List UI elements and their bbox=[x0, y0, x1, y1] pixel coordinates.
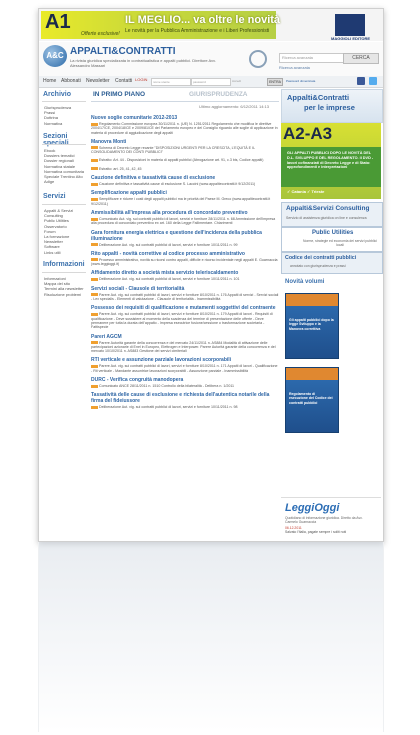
news-body-text[interactable]: Deliberazione Aut. vig. sui contratti pubblici di lavori, servizi e forniture 10/11/2011 n. 98 bbox=[99, 405, 238, 410]
news-title[interactable]: RTI verticale e assunzione parziale lavorazioni scorporabili bbox=[91, 357, 232, 364]
sidebar-speciali-links bbox=[44, 148, 89, 184]
news-title[interactable]: Servizi sociali - Clausole di territorialità bbox=[91, 285, 185, 292]
news-body bbox=[91, 384, 279, 388]
banner-code: A1 bbox=[45, 11, 71, 33]
sidebar-item[interactable]: Dossiers tematici bbox=[44, 153, 75, 159]
pdf-tag-icon[interactable] bbox=[91, 123, 98, 126]
sidebar-item[interactable]: Speciale Trentino Alto Adige bbox=[44, 174, 83, 185]
pdf-tag-icon[interactable] bbox=[91, 313, 98, 316]
page-reflection bbox=[38, 542, 384, 732]
news-body bbox=[91, 312, 279, 329]
advanced-search-link[interactable]: Ricerca avanzata bbox=[279, 65, 310, 70]
sidebar-item[interactable]: Appalti & Servizi Consulting bbox=[44, 208, 74, 219]
banner-sub: Le novità per la Pubblica Amministrazione e i Liberi Professionisti bbox=[125, 28, 270, 34]
twitter-icon[interactable] bbox=[369, 77, 377, 85]
divider bbox=[42, 101, 86, 102]
news-body bbox=[91, 158, 279, 162]
news-title[interactable]: Tassatività delle cause di esclusione e richiesta dell'autentica notarile della firma del fideiussore bbox=[91, 392, 270, 405]
nav-home[interactable]: Home bbox=[43, 78, 57, 84]
news-body-text[interactable]: Deliberazione Aut. vig. sui contratti pubblici di lavori, servizi e forniture 10/11/2011 n. 99 bbox=[99, 242, 238, 247]
news-body bbox=[91, 405, 279, 409]
pdf-tag-icon[interactable] bbox=[91, 258, 98, 261]
news-body-text[interactable]: Processo amministrativo, novità su ricorsi contro appalti, difficile e ricorso incidentale negli appalti E. Guarnaccia (www.leggioggi.it) bbox=[91, 257, 278, 267]
news-title[interactable]: Manovra Monti bbox=[91, 138, 127, 145]
page-frame bbox=[38, 8, 384, 542]
news-title[interactable]: Cauzione definitiva e tassatività cause di esclusione bbox=[91, 175, 216, 182]
news-body-text[interactable]: Schema di Decreto Legge recante "DISPOSIZIONI URGENTI PER LA CRESCITA, L'EQUITÀ E IL CONSOLIDAMENTO DEI CONTI PUBBLICI" bbox=[91, 145, 255, 155]
news-body bbox=[91, 277, 279, 281]
sidebar-item[interactable]: Software bbox=[44, 244, 60, 250]
maggioli-logo[interactable] bbox=[335, 14, 365, 36]
ad-text: GLI APPALTI PUBBLICI DOPO LE NOVITÀ DEL D.L. SVILUPPO E DEL REGOLAMENTO. Il DVD - lavori cofinanziati di Decreto Legge e di Stato: approfondimenti e interpretazioni bbox=[287, 151, 374, 170]
sidebar-item[interactable]: Ebook bbox=[44, 148, 56, 153]
news-title[interactable]: Pareri AGCM bbox=[91, 333, 122, 340]
sidebar-item[interactable]: Forum bbox=[44, 228, 56, 234]
left-sidebar bbox=[39, 89, 89, 541]
news-body-text[interactable]: Deliberazione Aut. vig. sui contratti pubblici di lavori, servizi e forniture 10/11/2011 n. 101 bbox=[99, 277, 240, 282]
password-lost-link[interactable]: Password dimenticata bbox=[286, 79, 316, 83]
pdf-tag-icon[interactable] bbox=[91, 183, 98, 186]
ac-imprese-box[interactable] bbox=[281, 89, 383, 123]
news-body bbox=[91, 197, 279, 206]
sidebar-item[interactable]: Dottrina bbox=[44, 115, 59, 121]
sidebar-item[interactable]: Links utili bbox=[44, 249, 61, 255]
news-body-text[interactable]: Parere Autorità garante della concorrenza e del mercato 24/11/2011 n. AS884 Modalità di attivazione delle partecipazioni azionarie di Enel in Europeo, Elettrogen e Interpower. Parere Autorità garante della concorrenza e del mercato 10/10/2011 n. AS883 Gestione dei servizi cimiteriali bbox=[91, 340, 276, 354]
banner-ad[interactable] bbox=[41, 11, 281, 39]
news-body bbox=[91, 182, 279, 186]
sidebar-heading-servizi: Servizi bbox=[43, 193, 66, 200]
news-title[interactable]: DURC - Verifica congruità manodopera bbox=[91, 377, 184, 384]
leggioggi-sub: Quotidiano di informazione giuridica. Diretto da Avv. Carmelo Guarnaccia bbox=[285, 516, 363, 524]
public-utilities-box[interactable] bbox=[281, 227, 383, 252]
servizi-consulting-box[interactable] bbox=[281, 202, 383, 227]
remember-checkbox[interactable]: Accedi bbox=[232, 79, 242, 83]
leggioggi-date: 06.12.2011 bbox=[285, 526, 302, 530]
public-sub: Norme, strategie ed economia dei servizi pubblici locali bbox=[303, 239, 377, 247]
pdf-tag-icon[interactable] bbox=[91, 243, 98, 246]
sidebar-heading-archivio: Archivio bbox=[43, 91, 72, 98]
sidebar-item[interactable]: Osservatorio bbox=[44, 223, 67, 229]
ad-code: A2-A3 bbox=[283, 124, 333, 143]
pdf-tag-icon[interactable] bbox=[91, 167, 98, 170]
divider bbox=[42, 272, 86, 273]
codice-contratti-box[interactable] bbox=[281, 252, 383, 274]
leggioggi-box bbox=[281, 497, 381, 542]
ad-cities: ✓ Catania ✓ Trieste bbox=[287, 189, 325, 194]
pdf-tag-icon[interactable] bbox=[91, 159, 98, 162]
book-title: Gli appalti pubblici dopo la legge Sviluppo e la Manovra correttiva bbox=[289, 318, 334, 331]
pdf-tag-icon[interactable] bbox=[91, 146, 98, 149]
sidebar-item[interactable]: La formazione bbox=[44, 234, 70, 240]
news-title[interactable]: Affidamento diretto a società mista servizio teleriscaldamento bbox=[91, 270, 239, 277]
last-update: Ultimo aggiornamento: 6/12/2011 14:13 bbox=[199, 104, 269, 109]
news-body-text[interactable]: Semplificare e ridurre i costi degli appalti pubblici ma le priorità del Paese M. Greco (www.appaltiecontratti.it 9/12/2011) bbox=[91, 197, 271, 206]
login-button[interactable]: ENTRA bbox=[267, 78, 283, 86]
book-cover[interactable] bbox=[285, 293, 339, 359]
news-list bbox=[91, 115, 279, 414]
main-nav bbox=[39, 76, 383, 88]
leggioggi-logo[interactable]: LeggiOggi bbox=[285, 502, 340, 514]
pdf-tag-icon[interactable] bbox=[91, 365, 98, 368]
sidebar-item[interactable]: Dossier regionali bbox=[44, 158, 74, 164]
book-cover[interactable] bbox=[285, 367, 339, 433]
ac-box-subtitle: per le imprese bbox=[304, 103, 355, 112]
sidebar-item[interactable]: Giurisprudenza bbox=[44, 105, 72, 110]
sidebar-item[interactable]: Mappa del sito bbox=[44, 281, 71, 287]
news-title[interactable]: Nuove soglie comunitarie 2012-2013 bbox=[91, 115, 178, 121]
codice-sub: annotato con giurisprudenza e prassi bbox=[290, 264, 346, 268]
book-band bbox=[286, 294, 338, 306]
tab-giurisprudenza[interactable]: GIURISPRUDENZA bbox=[189, 91, 248, 98]
pdf-tag-icon[interactable] bbox=[91, 406, 98, 409]
pdf-tag-icon[interactable] bbox=[91, 278, 98, 281]
news-body-text[interactable]: Parere Aut. vig. sui contratti pubblici di lavori, servizi e forniture 8/10/2011 n. 179 Appalti di lavori - Requisiti di qualificazione - Deve sussistere al momento della scadenza del termine di presentazione delle offerte - Deve permanere per tutta la durata dell'appalto - Impresa esecutrice fusione/cessione o trasformazione societaria - Fattispecie bbox=[91, 312, 273, 330]
login-label: LOGIN bbox=[135, 77, 148, 82]
news-title[interactable]: Gara fornitura energia elettrica e questione dell'incidenza della pubblica illuminazione bbox=[91, 229, 262, 242]
book-title: Regolamento di esecuzione del Codice dei contratti pubblici bbox=[289, 392, 333, 405]
site-header bbox=[39, 42, 383, 77]
news-body bbox=[91, 293, 279, 302]
sidebar-item[interactable]: Normativa comunitaria bbox=[44, 168, 85, 174]
book-band bbox=[286, 368, 338, 380]
news-body-text[interactable]: Cauzione definitiva e tassatività cause di esclusione S. Laccini (www.appaltiecontratti.it 9/12/2011) bbox=[99, 182, 256, 187]
servizi-sub: Servizio di assistenza giuridica on line e consulenza bbox=[286, 216, 367, 220]
sidebar-item[interactable]: Normativa bbox=[44, 120, 63, 126]
leggioggi-item[interactable]: Salvato l'Italia, pagate sempre i soliti noti bbox=[285, 530, 347, 534]
sidebar-item[interactable]: Newsletter bbox=[44, 239, 63, 245]
sidebar-archivio-links bbox=[44, 105, 71, 126]
site-subtitle: La rivista giuridica specializzata in contrattualistica e appalti pubblici. Direttore Avv. Alessandro Massari bbox=[70, 58, 216, 68]
news-body bbox=[91, 146, 279, 155]
news-title[interactable]: Ammissibilità all'impresa alla procedura di concordato preventivo bbox=[91, 209, 248, 216]
banner-offer: Offerte esclusive! bbox=[81, 31, 120, 37]
search-button[interactable]: CERCA bbox=[343, 53, 379, 64]
sidebar-info-links bbox=[44, 276, 84, 297]
divider bbox=[42, 144, 86, 145]
news-body bbox=[91, 258, 279, 267]
public-title: Public Utilities bbox=[312, 230, 354, 236]
news-body bbox=[91, 217, 279, 226]
codice-title: Codice dei contratti pubblici bbox=[285, 255, 357, 261]
facebook-icon[interactable] bbox=[357, 77, 365, 85]
sidebar-item[interactable]: Termini alla newsletter bbox=[44, 286, 84, 292]
banner-headline: IL MEGLIO... va oltre le novità bbox=[125, 14, 281, 26]
search-input[interactable]: Ricerca avanzata bbox=[279, 53, 345, 63]
top-banner bbox=[39, 9, 383, 41]
nav-newsletter[interactable]: Newsletter bbox=[86, 78, 110, 84]
news-body-text[interactable]: Estratto: Art. 44 - Disposizioni in materia di appalti pubblici (Abrogazione art. 91, c.3 bis, Codice appalti) bbox=[99, 158, 264, 163]
site-title[interactable]: APPALTI&CONTRATTI bbox=[70, 46, 176, 57]
news-body bbox=[91, 243, 279, 247]
news-title[interactable]: Semplificazione appalti pubblici bbox=[91, 190, 167, 197]
sidebar-servizi-links bbox=[44, 208, 89, 255]
novita-heading: Novità volumi bbox=[285, 279, 325, 285]
pdf-tag-icon[interactable] bbox=[91, 341, 98, 344]
pdf-tag-icon[interactable] bbox=[91, 385, 98, 388]
news-body-text[interactable]: Estratto: art. 25, 41, 42, 45 bbox=[99, 166, 142, 171]
ac-box-title: Appalti&Contratti bbox=[287, 93, 350, 102]
news-body-text[interactable]: Parere Aut. vig. sui contratti pubblici di lavori, servizi e forniture 8/10/2011 n. 171 Appalti di lavori - Qualificazione - Rti verticale - Mandante assuntrice lavorazioni scorporabili - Assunzione parziale - Inammissibilità bbox=[91, 364, 278, 373]
nav-contatti[interactable]: Contatti bbox=[115, 78, 133, 84]
news-body-text[interactable]: Comunicato ANCE 28/11/2011 n. 1510 Controllo della bilateralità - Delibera n. 1/2011 bbox=[99, 384, 235, 389]
pdf-tag-icon[interactable] bbox=[91, 218, 98, 221]
pdf-tag-icon[interactable] bbox=[91, 198, 98, 201]
side-ad[interactable] bbox=[281, 123, 381, 199]
site-logo[interactable]: A&C bbox=[43, 45, 67, 67]
main-content bbox=[91, 89, 279, 541]
news-title[interactable]: Possesso dei requisiti di qualificazione e mutamenti soggettivi del contraente bbox=[91, 305, 276, 312]
maggioli-label: MAGGIOLI EDITORE bbox=[331, 36, 371, 41]
news-body-text[interactable]: Parere Aut. vig. sui contratti pubblici di lavori, servizi e forniture 8/10/2011 n. 176 Appalti di servizi - Servizi sociali - Lex specialis - Elementi di valutazione - Clausole di territorialità - Inammissibilità bbox=[91, 292, 279, 302]
sidebar-item[interactable]: Normativa statale bbox=[44, 163, 76, 169]
tab-primo-piano[interactable]: IN PRIMO PIANO bbox=[93, 91, 146, 98]
nav-abbonati[interactable]: Abbonati bbox=[61, 78, 81, 84]
news-body bbox=[91, 122, 279, 135]
sidebar-heading-info: Informazioni bbox=[43, 261, 85, 268]
sidebar-item[interactable]: Risoluzione problemi bbox=[44, 291, 82, 297]
password-input[interactable]: password bbox=[191, 78, 231, 86]
sidebar-item[interactable]: Informazioni bbox=[44, 276, 66, 281]
search-icon bbox=[249, 50, 267, 68]
servizi-title: Appalti&Servizi Consulting bbox=[286, 205, 370, 212]
sidebar-item[interactable]: Prassi bbox=[44, 110, 56, 116]
news-body-text[interactable]: Regolamento Commissione europea 30/11/2011 n. (UE) N. 1251/2011 Regolamento che modifica le direttive 2004/17/CE, 2004/18/CE e 2009/81/CE del Parlamento europeo e del Consiglio riguardo alle soglie di applicazione in materia di procedure di aggiudicazione degli appalti bbox=[91, 122, 278, 135]
pdf-tag-icon[interactable] bbox=[91, 293, 98, 296]
username-input[interactable]: nome utente bbox=[151, 78, 191, 86]
divider bbox=[42, 204, 86, 205]
news-body bbox=[91, 167, 279, 171]
news-body-text[interactable]: Comunicato Aut. vig. sui contratti pubblici di lavori, servizi e forniture 28/11/2011 n. 68 Ammissione dell'impresa alla procedura di concordato preventivo ex art. 160 della Legge Fallimentare. Chiarimenti bbox=[91, 216, 276, 226]
news-title[interactable]: Rito appalti - novità correttive al codice processo amministrativo bbox=[91, 250, 245, 257]
sidebar-heading-speciali: Sezioni speciali bbox=[43, 133, 69, 147]
sidebar-item[interactable]: Public Utilities bbox=[44, 218, 69, 224]
news-body bbox=[91, 341, 279, 354]
content-tabs bbox=[91, 89, 279, 102]
news-body bbox=[91, 364, 279, 373]
right-column bbox=[281, 89, 381, 541]
